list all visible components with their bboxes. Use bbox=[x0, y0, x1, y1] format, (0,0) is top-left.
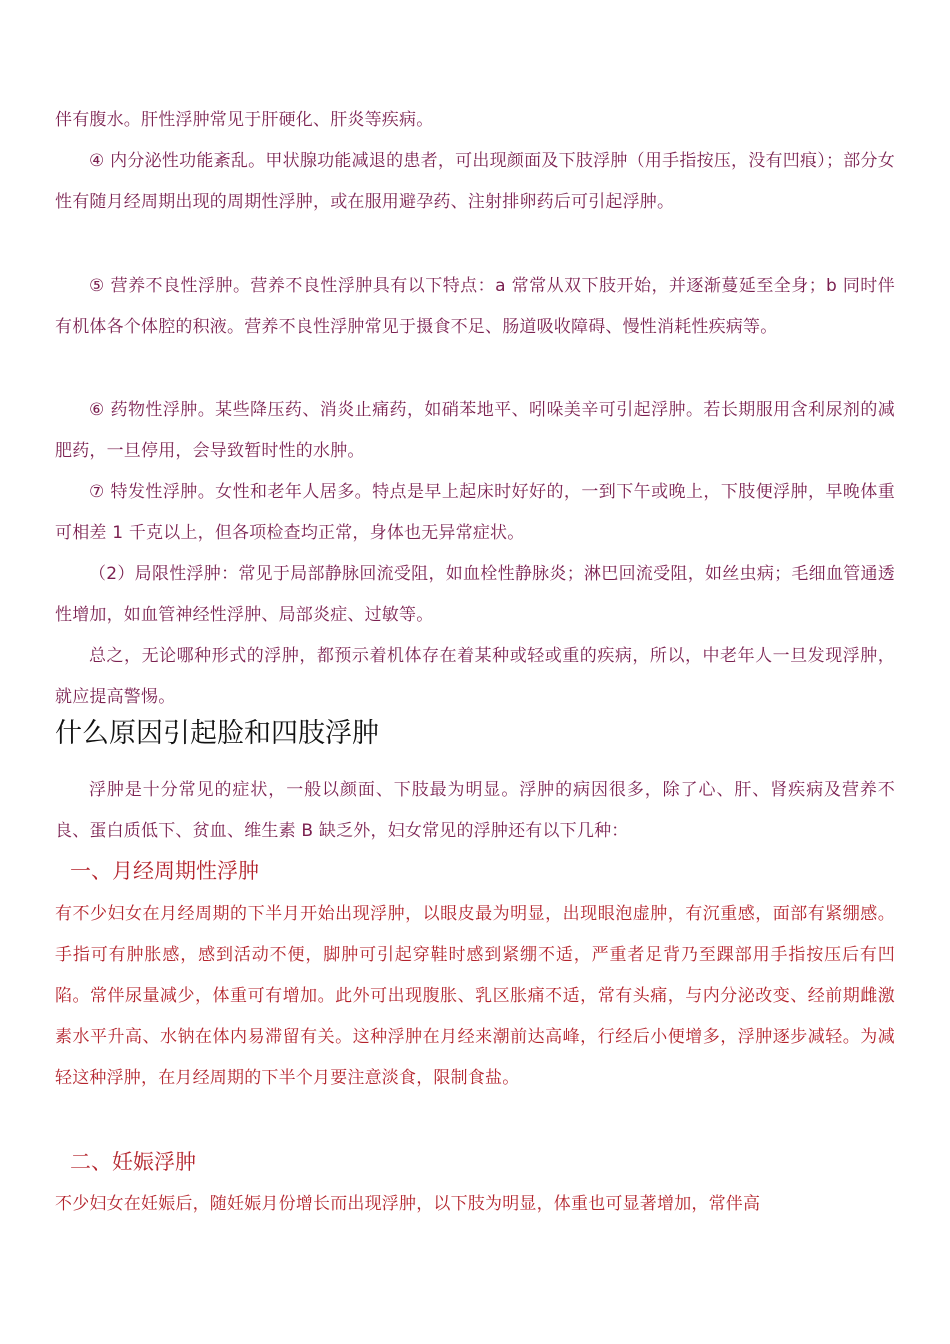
paragraph-drug-edema: ⑥ 药物性浮肿。某些降压药、消炎止痛药，如硝苯地平、吲哚美辛可引起浮肿。若长期服用含利尿剂的减肥药，一旦停用，会导致暂时性的水肿。 bbox=[55, 400, 895, 461]
section-heading-menstrual-edema: 一、月经周期性浮肿 bbox=[70, 859, 259, 883]
paragraph-localized-edema: （2）局限性浮肿：常见于局部静脉回流受阻，如血栓性静脉炎；淋巴回流受阻，如丝虫病；毛细血管通透性增加，如血管神经性浮肿、局部炎症、过敏等。 bbox=[55, 564, 895, 625]
paragraph-liver-edema-end: 伴有腹水。肝性浮肿常见于肝硬化、肝炎等疾病。 bbox=[55, 110, 434, 130]
paragraph-malnutrition-edema: ⑤ 营养不良性浮肿。营养不良性浮肿具有以下特点：a 常常从双下肢开始，并逐渐蔓延至全身；b 同时伴有机体各个体腔的积液。营养不良性浮肿常见于摄食不足、肠道吸收障碍、慢性消耗性疾病等。 bbox=[55, 276, 895, 337]
paragraph-intro: 浮肿是十分常见的症状，一般以颜面、下肢最为明显。浮肿的病因很多，除了心、肝、肾疾病及营养不良、蛋白质低下、贫血、维生素 B 缺乏外，妇女常见的浮肿还有以下几种： bbox=[55, 780, 895, 841]
paragraph-summary: 总之，无论哪种形式的浮肿，都预示着机体存在着某种或轻或重的疾病，所以，中老年人一旦发现浮肿，就应提高警惕。 bbox=[55, 646, 895, 707]
paragraph-menstrual-edema: 有不少妇女在月经周期的下半月开始出现浮肿，以眼皮最为明显，出现眼泡虚肿，有沉重感，面部有紧绷感。手指可有肿胀感，感到活动不便，脚肿可引起穿鞋时感到紧绷不适，严重者足背乃至踝部用手指按压后有凹陷。常伴尿量减少，体重可有增加。此外可出现腹胀、乳区胀痛不适，常有头痛，与内分泌改变、经前期雌激素水平升高、水钠在体内易滞留有关。这种浮肿在月经来潮前达高峰，行经后小便增多，浮肿逐步减轻。为减轻这种浮肿，在月经周期的下半个月要注意淡食，限制食盐。 bbox=[55, 904, 895, 1088]
article-title: 什么原因引起脸和四肢浮肿 bbox=[55, 718, 379, 749]
paragraph-idiopathic-edema: ⑦ 特发性浮肿。女性和老年人居多。特点是早上起床时好好的，一到下午或晚上，下肢便浮肿，早晚体重可相差 1 千克以上，但各项检查均正常，身体也无异常症状。 bbox=[55, 482, 895, 543]
paragraph-pregnancy-edema: 不少妇女在妊娠后，随妊娠月份增长而出现浮肿，以下肢为明显，体重也可显著增加，常伴高 bbox=[55, 1194, 761, 1214]
paragraph-endocrine-edema: ④ 内分泌性功能紊乱。甲状腺功能减退的患者，可出现颜面及下肢浮肿（用手指按压，没有凹痕）；部分女性有随月经周期出现的周期性浮肿，或在服用避孕药、注射排卵药后可引起浮肿。 bbox=[55, 151, 895, 212]
section-heading-pregnancy-edema: 二、妊娠浮肿 bbox=[70, 1150, 196, 1174]
